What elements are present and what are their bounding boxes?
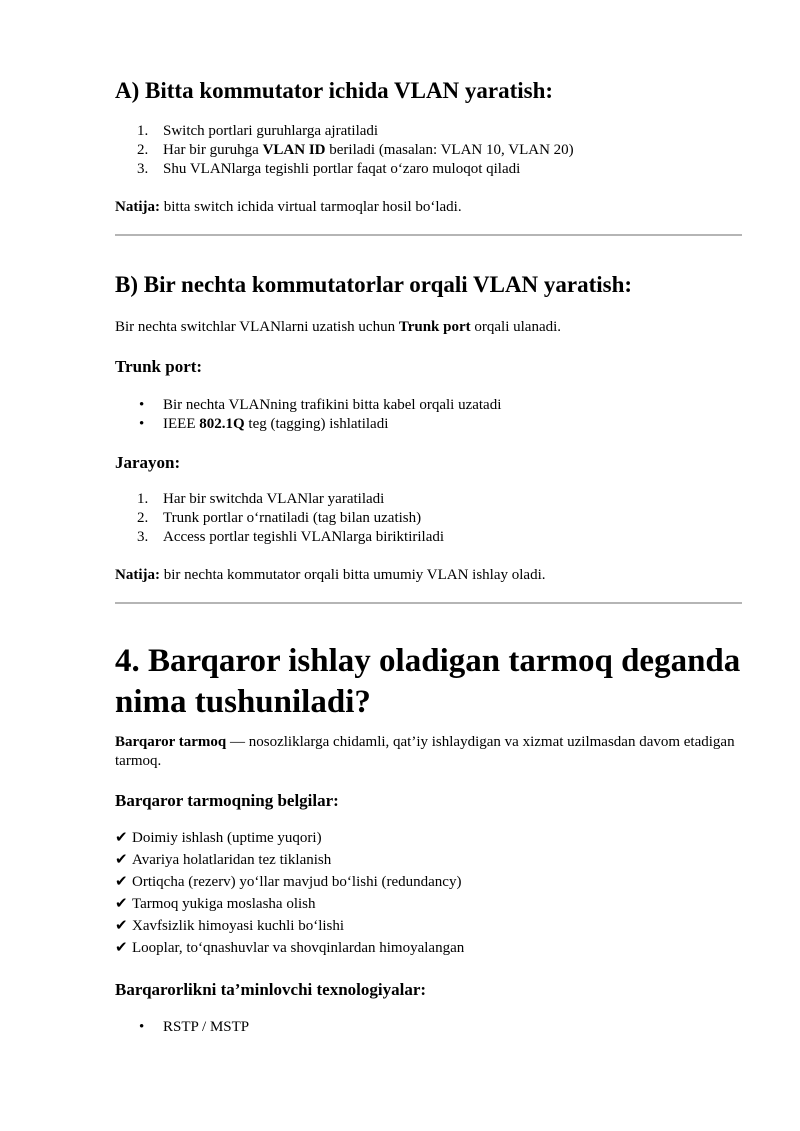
check-icon: ✔: [115, 940, 128, 956]
section-a-heading: A) Bitta kommutator ichida VLAN yaratish:: [115, 78, 554, 103]
check-icon: ✔: [115, 852, 128, 868]
definition-paragraph: Barqaror tarmoq — nosozliklarga chidamli, qat’iy ishlaydigan va xizmat uzilmasdan davom etadigan tarmoq.: [115, 734, 735, 769]
list-item: 2. Trunk portlar o‘rnatiladi (tag bilan uzatish): [137, 510, 422, 526]
section-b-heading: B) Bir nechta kommutatorlar orqali VLAN yaratish:: [115, 272, 633, 297]
check-icon: ✔: [115, 918, 128, 934]
list-item: ✔ Tarmoq yukiga moslasha olish: [115, 896, 316, 912]
list-item: • IEEE 802.1Q teg (tagging) ishlatiladi: [139, 416, 389, 432]
process-steps: [115, 490, 745, 547]
trunk-port-list: [115, 396, 745, 434]
technologies-list: [115, 1018, 745, 1037]
divider: [115, 234, 742, 236]
section-a-steps: [115, 122, 745, 179]
section-4-title: 4. Barqaror ishlay oladigan tarmoq deganda nima tushuniladi?: [115, 643, 741, 720]
section-b-result: Natija: bir nechta kommutator orqali bitta umumiy VLAN ishlay oladi.: [115, 567, 546, 583]
list-item: 1. Har bir switchda VLANlar yaratiladi: [137, 491, 385, 507]
bullet-icon: •: [139, 416, 145, 432]
bullet-icon: •: [139, 1019, 145, 1035]
list-item: • RSTP / MSTP: [139, 1019, 250, 1035]
signs-list: [115, 829, 745, 961]
trunk-port-heading: Trunk port:: [115, 357, 203, 376]
list-item: 1. Switch portlari guruhlarga ajratiladi: [137, 123, 379, 139]
list-item: • Bir nechta VLANning trafikini bitta kabel orqali uzatadi: [139, 397, 502, 413]
list-item: ✔ Avariya holatlaridan tez tiklanish: [115, 852, 332, 868]
section-b-intro: Bir nechta switchlar VLANlarni uzatish uchun Trunk port orqali ulanadi.: [115, 319, 562, 335]
check-icon: ✔: [115, 830, 128, 846]
check-icon: ✔: [115, 874, 128, 890]
process-heading: Jarayon:: [115, 453, 181, 472]
technologies-heading: Barqarorlikni ta’minlovchi texnologiyalar:: [115, 980, 427, 999]
list-item: 3. Access portlar tegishli VLANlarga biriktiriladi: [137, 529, 445, 545]
bullet-icon: •: [139, 397, 145, 413]
list-item: 3. Shu VLANlarga tegishli portlar faqat o‘zaro muloqot qiladi: [137, 161, 521, 177]
list-item: 2. Har bir guruhga VLAN ID beriladi (masalan: VLAN 10, VLAN 20): [137, 142, 574, 158]
list-item: ✔ Doimiy ishlash (uptime yuqori): [115, 830, 322, 846]
list-item: ✔ Ortiqcha (rezerv) yo‘llar mavjud bo‘lishi (redundancy): [115, 874, 462, 890]
signs-heading: Barqaror tarmoqning belgilar:: [115, 791, 339, 810]
check-icon: ✔: [115, 896, 128, 912]
section-a-result: Natija: bitta switch ichida virtual tarmoqlar hosil bo‘ladi.: [115, 199, 462, 215]
list-item: ✔ Xavfsizlik himoyasi kuchli bo‘lishi: [115, 918, 345, 934]
list-item: ✔ Looplar, to‘qnashuvlar va shovqinlardan himoyalangan: [115, 940, 465, 956]
divider: [115, 602, 742, 604]
